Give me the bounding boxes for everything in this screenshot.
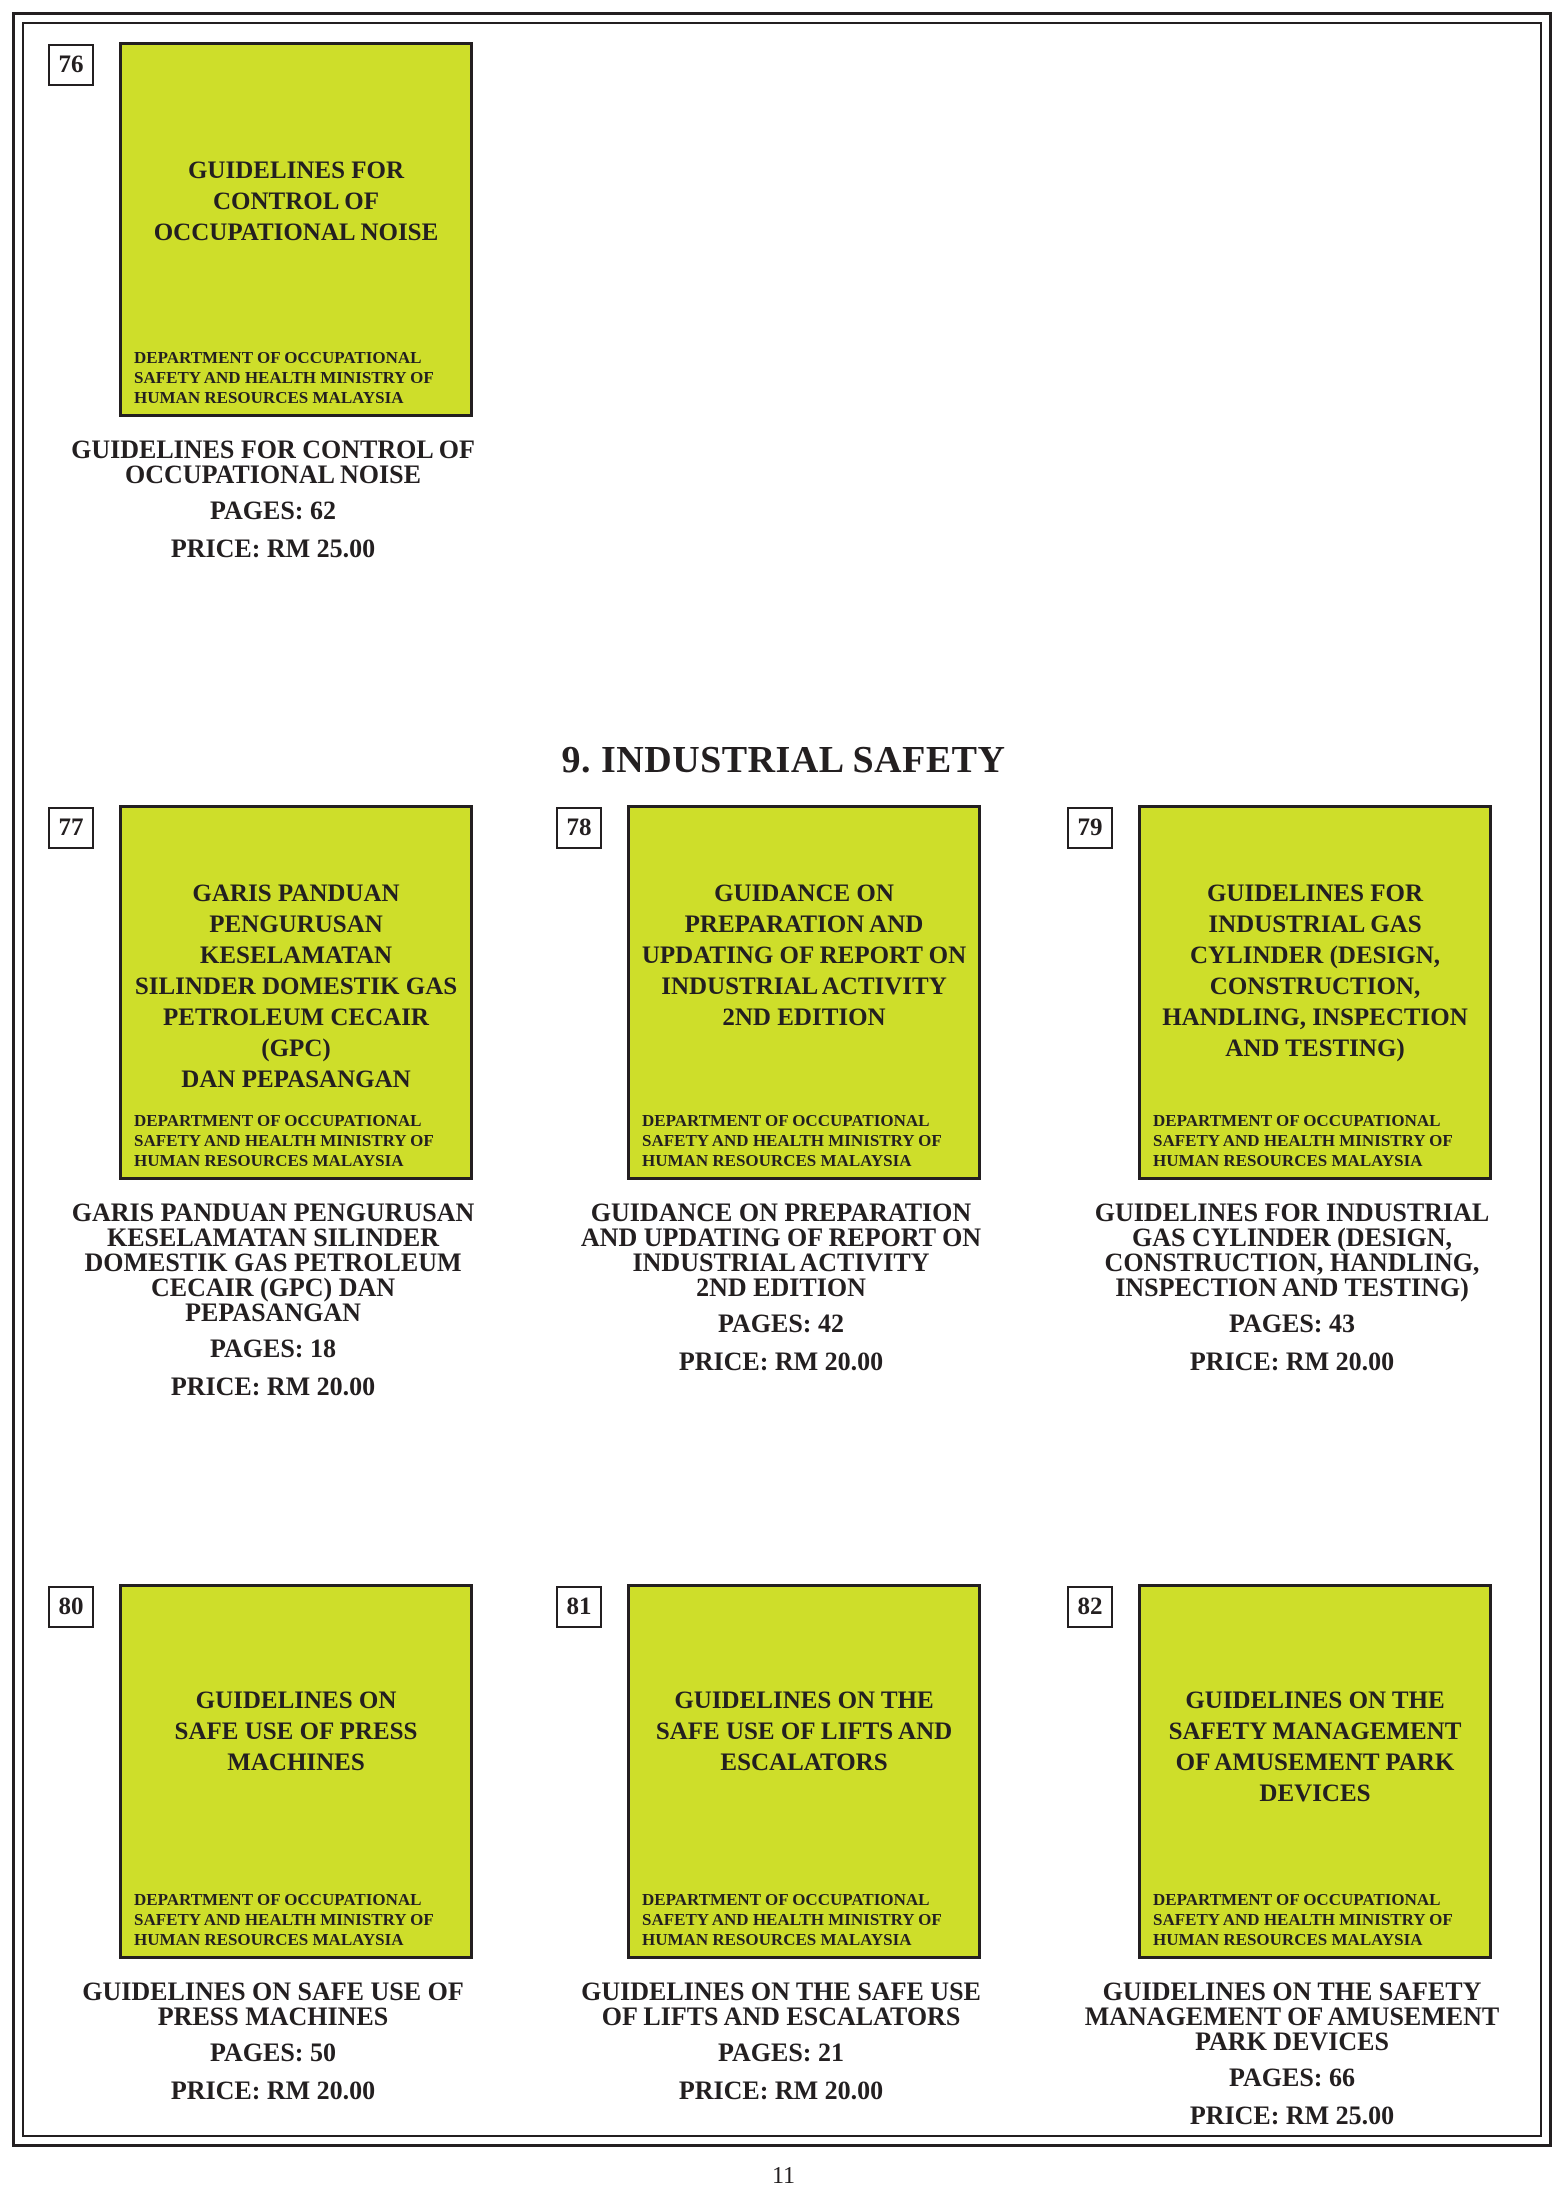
item-number: 76 (48, 44, 94, 86)
book-cover[interactable] (1138, 805, 1492, 1180)
cover-title: GUIDANCE ON PREPARATION AND UPDATING OF REPORT ON INDUSTRIAL ACTIVITY 2ND EDITION (641, 880, 967, 1031)
item-price: PRICE: RM 20.00 (1189, 1347, 1395, 1376)
item-price: PRICE: RM 20.00 (678, 2076, 884, 2105)
item-pages: PAGES: 66 (1229, 2063, 1355, 2092)
item-price: PRICE: RM 20.00 (170, 1372, 376, 1401)
item-pages: PAGES: 43 (1229, 1309, 1355, 1338)
cover-title: GUIDELINES FOR CONTROL OF OCCUPATIONAL NOISE (153, 157, 439, 246)
item-price: PRICE: RM 20.00 (678, 1347, 884, 1376)
item-number: 77 (48, 807, 94, 849)
book-cover[interactable] (119, 1584, 473, 1959)
item-price: PRICE: RM 25.00 (170, 534, 376, 563)
item-title: GUIDELINES FOR INDUSTRIAL GAS CYLINDER (DESIGN, CONSTRUCTION, HANDLING, INSPECTION AND TESTING) (1094, 1198, 1490, 1302)
item-title: GUIDELINES ON SAFE USE OF PRESS MACHINES (82, 1977, 464, 2031)
cover-department: DEPARTMENT OF OCCUPATIONAL SAFETY AND HEALTH MINISTRY OF HUMAN RESOURCES MALAYSIA (134, 1111, 434, 1170)
cover-department: DEPARTMENT OF OCCUPATIONAL SAFETY AND HEALTH MINISTRY OF HUMAN RESOURCES MALAYSIA (1153, 1111, 1453, 1170)
book-cover[interactable] (627, 805, 981, 1180)
item-pages: PAGES: 18 (210, 1334, 336, 1363)
item-pages: PAGES: 21 (718, 2038, 844, 2067)
item-info (28, 1979, 518, 2105)
item-info (28, 437, 518, 563)
item-pages: PAGES: 50 (210, 2038, 336, 2067)
item-number: 78 (556, 807, 602, 849)
cover-title: GUIDELINES ON SAFE USE OF PRESS MACHINES (174, 1687, 418, 1776)
item-number: 82 (1067, 1586, 1113, 1628)
item-info (536, 1200, 1026, 1376)
item-pages: PAGES: 62 (210, 496, 336, 525)
item-info (1047, 1979, 1537, 2130)
item-info (536, 1979, 1026, 2105)
item-price: PRICE: RM 25.00 (1189, 2101, 1395, 2130)
cover-title: GARIS PANDUAN PENGURUSAN KESELAMATAN SILINDER DOMESTIK GAS PETROLEUM CECAIR (GPC) DAN PEPASANGAN (134, 880, 458, 1093)
cover-department: DEPARTMENT OF OCCUPATIONAL SAFETY AND HEALTH MINISTRY OF HUMAN RESOURCES MALAYSIA (642, 1111, 942, 1170)
book-cover[interactable] (119, 42, 473, 417)
page-number: 11 (771, 2163, 796, 2189)
book-cover[interactable] (627, 1584, 981, 1959)
book-cover[interactable] (119, 805, 473, 1180)
item-info (1047, 1200, 1537, 1376)
item-price: PRICE: RM 20.00 (170, 2076, 376, 2105)
item-number: 80 (48, 1586, 94, 1628)
item-title: GUIDELINES FOR CONTROL OF OCCUPATIONAL NOISE (71, 435, 475, 489)
item-title: GUIDELINES ON THE SAFE USE OF LIFTS AND ESCALATORS (581, 1977, 981, 2031)
item-number: 79 (1067, 807, 1113, 849)
cover-title: GUIDELINES ON THE SAFE USE OF LIFTS AND ESCALATORS (655, 1687, 953, 1776)
item-number: 81 (556, 1586, 602, 1628)
book-cover[interactable] (1138, 1584, 1492, 1959)
cover-title: GUIDELINES ON THE SAFETY MANAGEMENT OF AMUSEMENT PARK DEVICES (1168, 1687, 1462, 1807)
cover-department: DEPARTMENT OF OCCUPATIONAL SAFETY AND HEALTH MINISTRY OF HUMAN RESOURCES MALAYSIA (134, 1890, 434, 1949)
cover-title: GUIDELINES FOR INDUSTRIAL GAS CYLINDER (DESIGN, CONSTRUCTION, HANDLING, INSPECTION AND TESTING) (1162, 880, 1468, 1062)
cover-department: DEPARTMENT OF OCCUPATIONAL SAFETY AND HEALTH MINISTRY OF HUMAN RESOURCES MALAYSIA (1153, 1890, 1453, 1949)
item-pages: PAGES: 42 (718, 1309, 844, 1338)
item-title: GARIS PANDUAN PENGURUSAN KESELAMATAN SILINDER DOMESTIK GAS PETROLEUM CECAIR (GPC) DAN PEPASANGAN (71, 1198, 475, 1327)
cover-department: DEPARTMENT OF OCCUPATIONAL SAFETY AND HEALTH MINISTRY OF HUMAN RESOURCES MALAYSIA (642, 1890, 942, 1949)
cover-department: DEPARTMENT OF OCCUPATIONAL SAFETY AND HEALTH MINISTRY OF HUMAN RESOURCES MALAYSIA (134, 348, 434, 407)
section-title: 9. INDUSTRIAL SAFETY (561, 739, 1006, 781)
item-info (28, 1200, 518, 1401)
item-title: GUIDELINES ON THE SAFETY MANAGEMENT OF AMUSEMENT PARK DEVICES (1084, 1977, 1500, 2056)
item-title: GUIDANCE ON PREPARATION AND UPDATING OF REPORT ON INDUSTRIAL ACTIVITY 2ND EDITION (580, 1198, 982, 1302)
